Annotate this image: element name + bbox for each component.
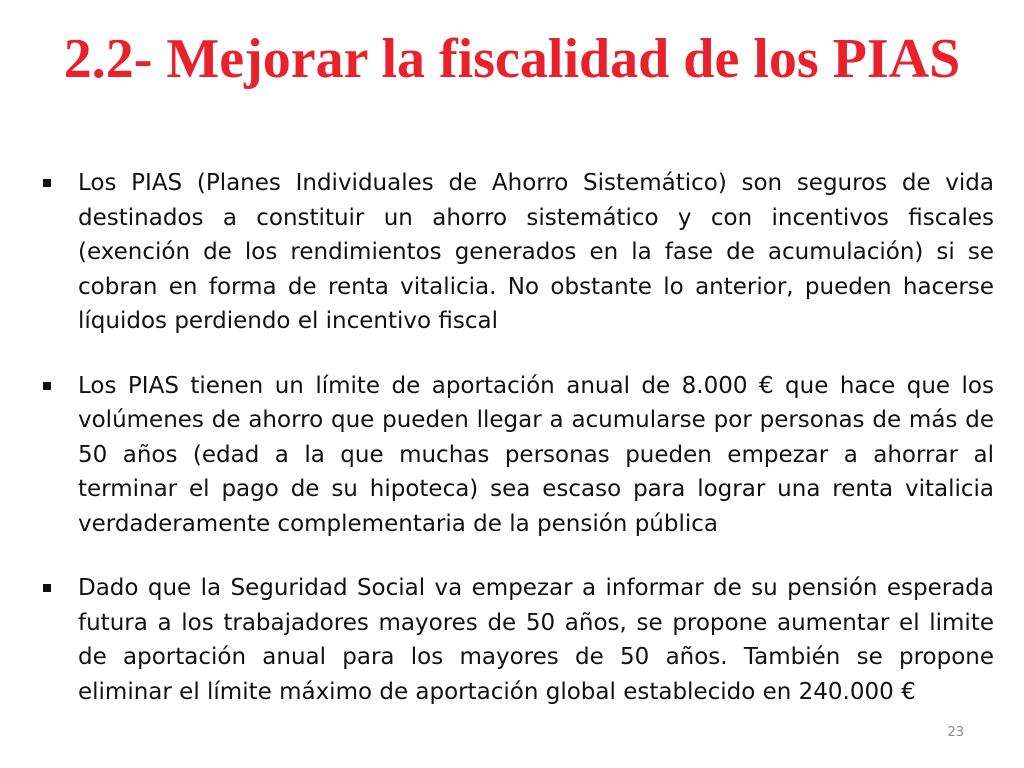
slide-number: 23 (947, 725, 964, 740)
bullet-item (40, 166, 994, 339)
bullet-item (40, 369, 994, 542)
square-bullet-icon (43, 382, 51, 390)
square-bullet-icon (43, 584, 51, 592)
bullet-list (40, 166, 994, 709)
slide-title: 2.2- Mejorar la fiscalidad de los PIAS (63, 28, 961, 90)
bullet-text: Los PIAS (Planes Individuales de Ahorro Sistemático) son seguros de vida destinados a constituir un ahorro sistemático y con incentivos fiscales (exención de los rendimientos generados en la fase de acumulación) si se cobran en forma de renta vitalicia. No obstante lo anterior, pueden hacerse líquidos perdiendo el incentivo fiscal (78, 170, 994, 334)
bullet-text: Dado que la Seguridad Social va empezar a informar de su pensión esperada futura a los trabajadores mayores de 50 años, se propone aumentar el limite de aportación anual para los mayores de 50 años. También se propone eliminar el límite máximo de aportación global establecido en 240.000 € (78, 575, 994, 705)
square-bullet-icon (43, 179, 51, 187)
bullet-text: Los PIAS tienen un límite de aportación anual de 8.000 € que hace que los volúmenes de ahorro que pueden llegar a acumularse por personas de más de 50 años (edad a la que muchas personas pueden empezar a ahorrar al terminar el pago de su hipoteca) sea escaso para lograr una renta vitalicia verdaderamente complementaria de la pensión pública (78, 372, 994, 537)
bullet-item (40, 571, 994, 709)
